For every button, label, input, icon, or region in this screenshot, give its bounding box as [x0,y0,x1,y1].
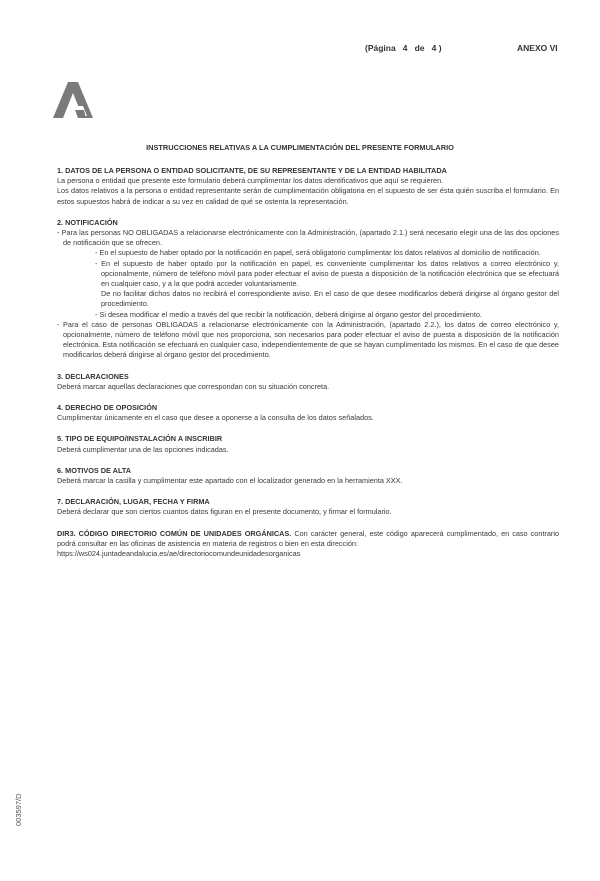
section-heading: 1. DATOS DE LA PERSONA O ENTIDAD SOLICITANTE, DE SU REPRESENTANTE Y DE LA ENTIDAD HABILITADA [57,166,447,175]
paragraph: Deberá declarar que son ciertos cuantos datos figuran en el presente documento, y firmar el formulario. [57,507,392,517]
section-7 [57,497,559,517]
section-dir3 [57,529,559,560]
dir3-text: Con carácter general, este código aparecerá cumplimentado, en caso contrario podrá consultar en las oficinas de asistencia en materia de registros o bien en esta dirección: [57,528,559,548]
dir3-url-link[interactable]: https://ws024.juntadeandalucia.es/ae/directoriocomundeunidadesorganicas [57,549,301,559]
document-side-code: 003597/D [14,793,23,826]
section-heading: 4. DERECHO DE OPOSICIÓN [57,403,158,413]
section-heading: 3. DECLARACIONES [57,371,129,381]
annex-label: ANEXO VI [517,43,558,53]
paragraph: Los datos relativos a la persona o entidad representante serán de cumplimentación obligatoria en el supuesto de ser ésta quién suscriba el formulario. En estos supuestos habrá de indicar a su vez en calidad de qué se ostenta la representación. [57,186,559,206]
section-5 [57,434,559,454]
paragraph: Deberá marcar la casilla y cumplimentar este apartado con el localizador generado en la herramienta XXX. [57,476,403,486]
page-indicator: (Página 4 de 4 ) [365,43,442,53]
section-heading: 5. TIPO DE EQUIPO/INSTALACIÓN A INSCRIBIR [57,434,223,444]
bullet-item: - Para el caso de personas OBLIGADAS a relacionarse electrónicamente con la Administración, (apartado 2.2.), los datos de correo electrónico y, opcionalmente, número de teléfono móvil que nos proporciona, son necesarios para poder efectuar el aviso de puesta a disposición de la notificación electrónica. Esta notificación se efectuará en cualquier caso, independientemente de que se hayan cumplimentado los mismos. En el caso de que desee modificarlos deberá dirigirse al órgano gestor del procedimiento. [57,319,559,360]
section-2 [57,218,559,361]
section-heading: DIR3. CÓDIGO DIRECTORIO COMÚN DE UNIDADES ORGÁNICAS. [57,528,292,538]
section-heading: 2. NOTIFICACIÓN [57,217,118,227]
bullet-item: - Para las personas NO OBLIGADAS a relacionarse electrónicamente con la Administración, (apartado 2.1.) será necesario elegir una de las dos opciones de notificación que se ofrecen. [57,228,559,248]
sub-bullet-item: - En el supuesto de haber optado por la notificación en papel, será obligatorio cumplimentar los datos relativos al domicilio de notificación. [95,248,541,258]
sub-bullet-item: - Si desea modificar el medio a través del que recibir la notificación, deberá dirigirse al órgano gestor del procedimiento. [95,309,482,319]
paragraph: Deberá cumplimentar una de las opciones indicadas. [57,444,229,454]
dir3-paragraph [57,529,559,549]
paragraph: Cumplimentar únicamente en el caso que desee a oponerse a la consulta de los datos señalados. [57,413,374,423]
junta-andalucia-logo-icon [53,80,93,120]
document-title: INSTRUCCIONES RELATIVAS A LA CUMPLIMENTACIÓN DEL PRESENTE FORMULARIO [146,143,454,152]
instructions-body [57,166,559,570]
section-4 [57,403,559,423]
section-6 [57,466,559,486]
section-heading: 6. MOTIVOS DE ALTA [57,465,132,475]
sub-bullet-item: - En el supuesto de haber optado por la notificación en papel, es conveniente cumplimentar los datos relativos a correo electrónico y, opcionalmente, número de teléfono móvil para poder efectuar el aviso de puesta a disposición de la notificación electrónica que se efectuará en cualquier caso, y a la que podrá acceder voluntariamente. [95,258,559,289]
sub-bullet-note: De no facilitar dichos datos no recibirá el correspondiente aviso. En el caso de que desee modificarlos deberá dirigirse al órgano gestor del procedimiento. [101,289,559,309]
section-heading: 7. DECLARACIÓN, LUGAR, FECHA Y FIRMA [57,497,210,507]
section-3 [57,372,559,392]
section-1 [57,166,559,207]
paragraph: Deberá marcar aquellas declaraciones que correspondan con su situación concreta. [57,381,330,391]
paragraph: La persona o entidad que presente este formulario deberá cumplimentar los datos identificativos que aquí se requieren. [57,176,444,186]
